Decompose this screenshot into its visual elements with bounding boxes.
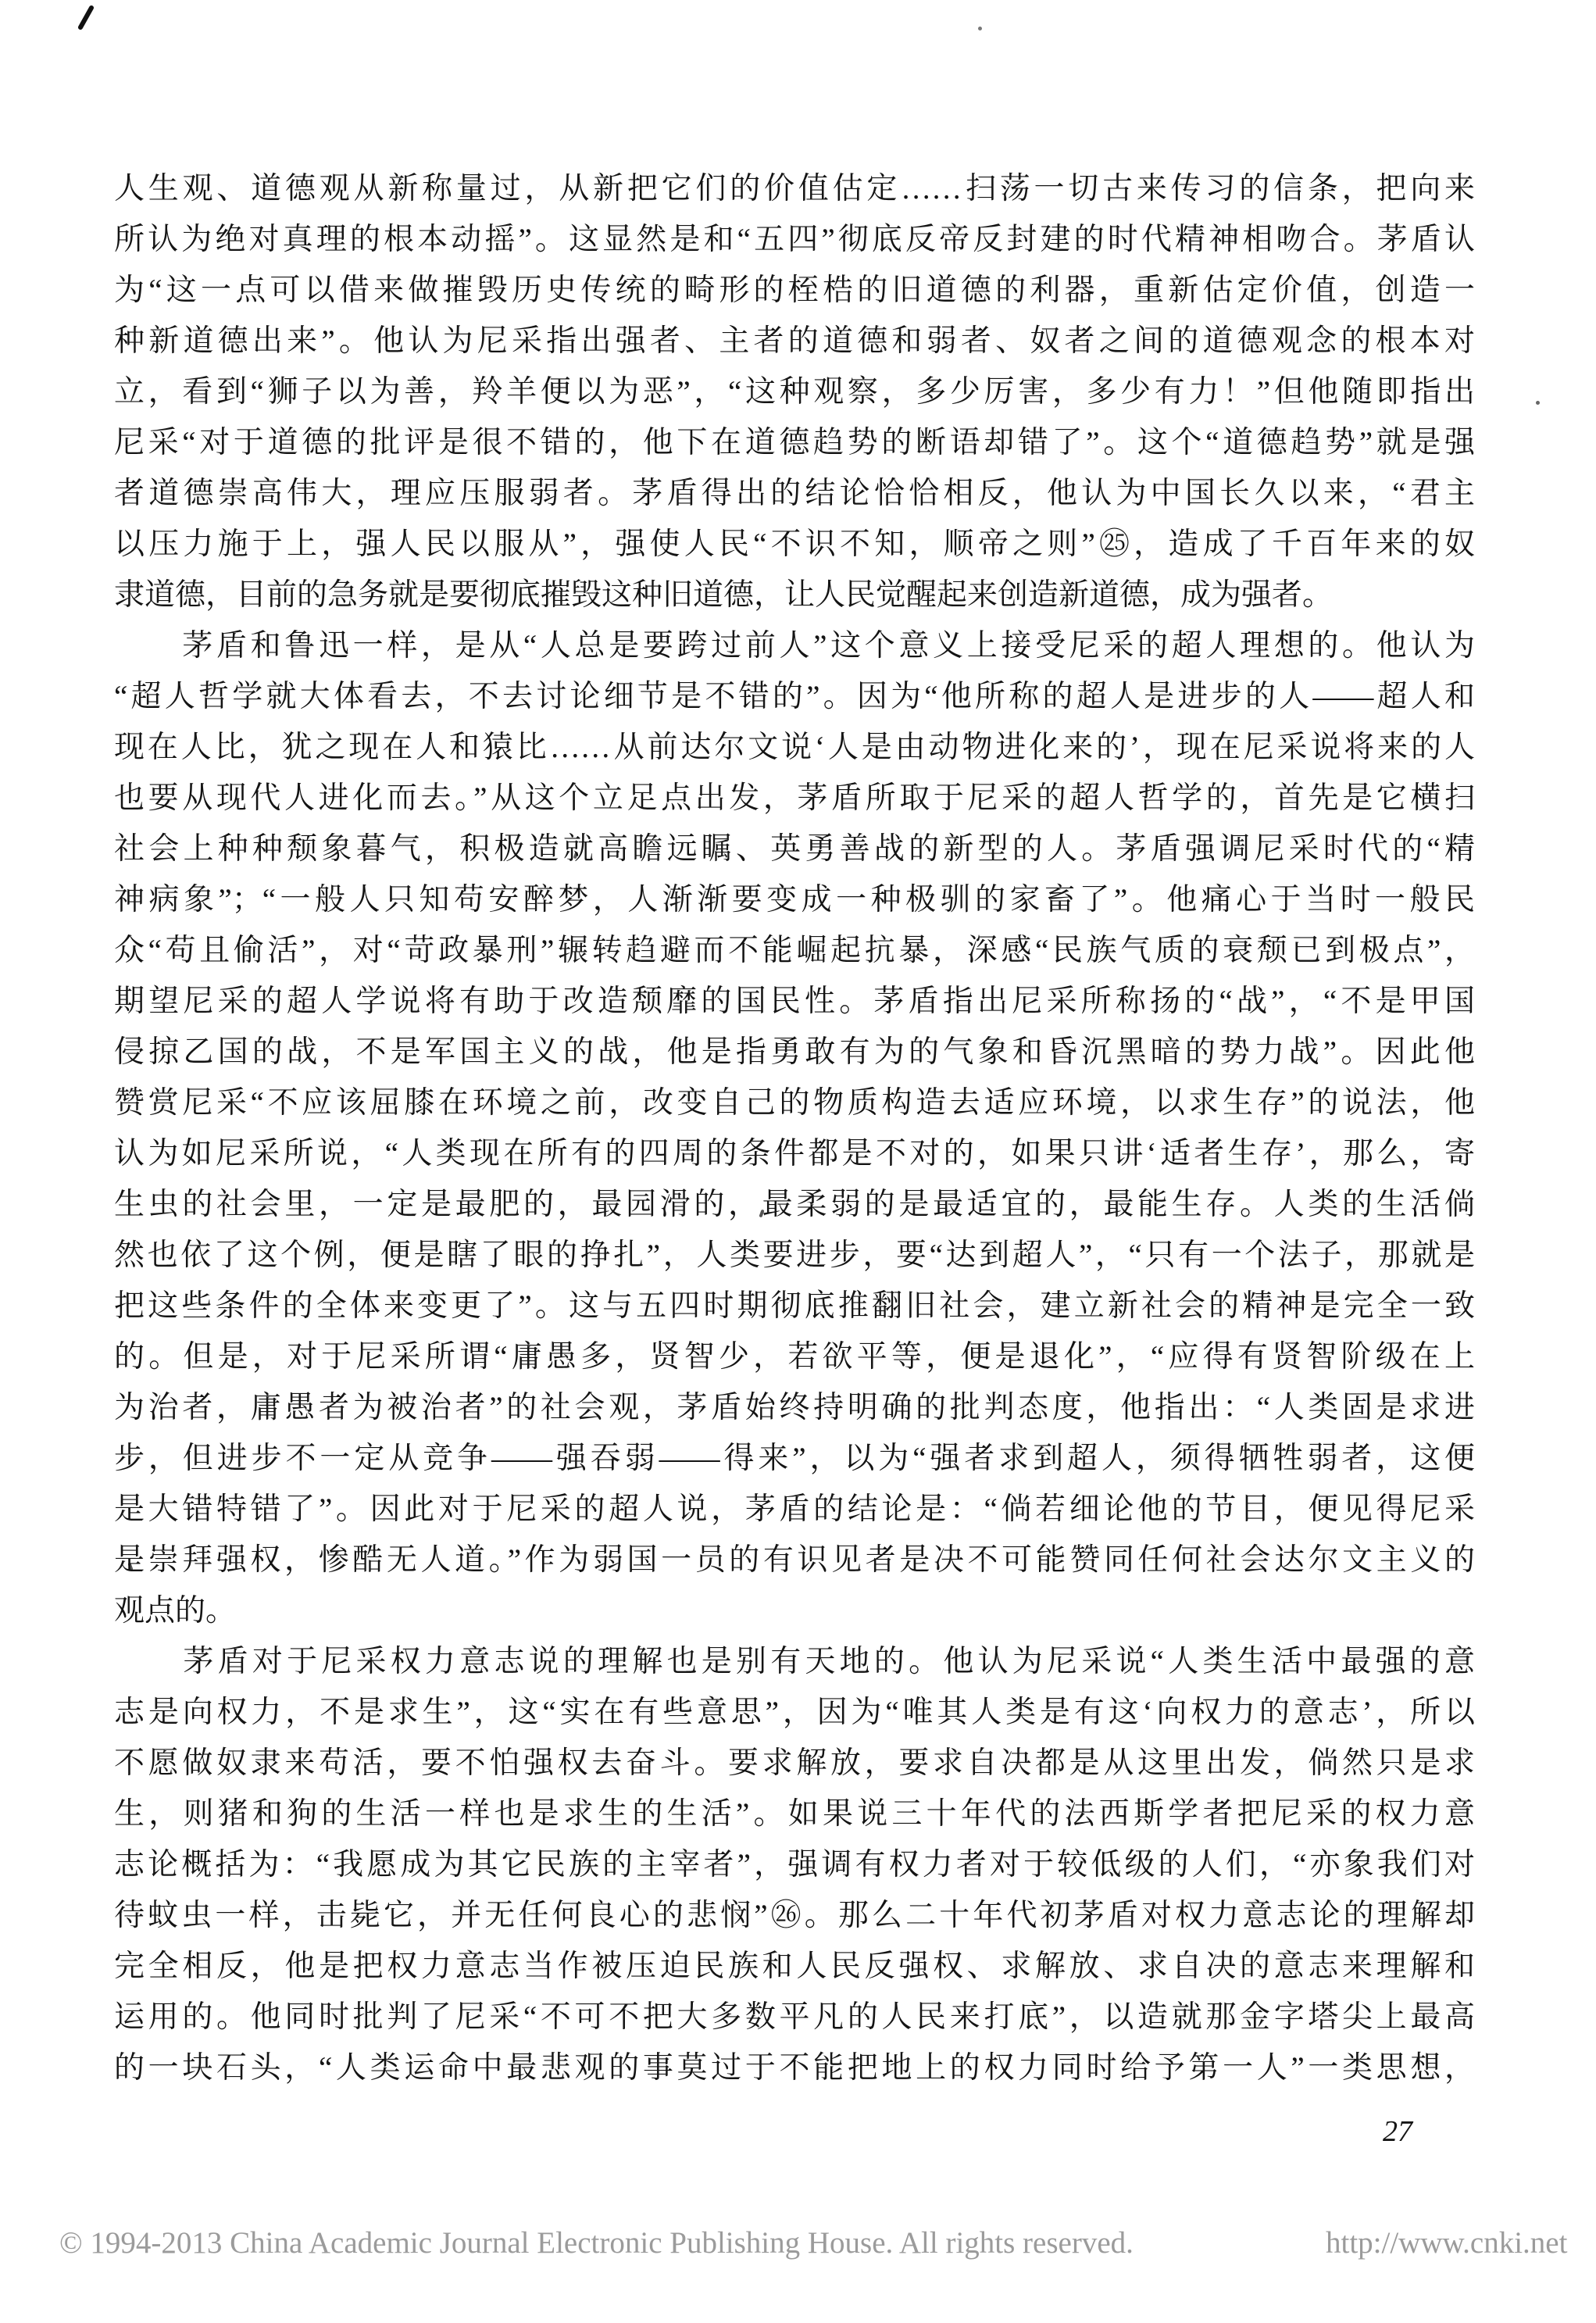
text-line: 茅盾和鲁迅一样，是从“人总是要跨过前人”这个意义上接受尼采的超人理想的。他认为: [114, 629, 1475, 663]
page-number: 27: [1383, 2115, 1412, 2148]
text-line: 期望尼采的超人学说将有助于改造颓靡的国民性。茅盾指出尼采所称扬的“战”，“不是甲国: [114, 985, 1475, 1018]
text-line: 观点的。: [114, 1594, 237, 1628]
text-line: 生，则猪和狗的生活一样也是求生的生活”。如果说三十年代的法西斯学者把尼采的权力意: [114, 1797, 1475, 1831]
document-body: [114, 163, 1475, 2093]
text-line: 然也依了这个例，便是瞎了眼的挣扎”，人类要进步，要“达到超人”，“只有一个法子，那就是: [114, 1238, 1475, 1272]
text-line: 种新道德出来”。他认为尼采指出强者、主者的道德和弱者、奴者之间的道德观念的根本对: [114, 324, 1475, 358]
text-line: 为治者，庸愚者为被治者”的社会观，茅盾始终持明确的批判态度，他指出：“人类固是求进: [114, 1391, 1475, 1424]
text-line: 茅盾对于尼采权力意志说的理解也是别有天地的。他认为尼采说“人类生活中最强的意: [114, 1645, 1475, 1678]
text-line: 运用的。他同时批判了尼采“不可不把大多数平凡的人民来打底”，以造就那金字塔尖上最高: [114, 2000, 1475, 2034]
text-line: 立，看到“狮子以为善，羚羊便以为恶”，“这种观察，多少厉害，多少有力！”但他随即指出: [114, 375, 1475, 409]
footer-copyright: © 1994-2013 China Academic Journal Electronic Publishing House. All rights reserved.: [59, 2226, 1134, 2260]
text-line: “超人哲学就大体看去，不去讨论细节是不错的”。因为“他所称的超人是进步的人——超人和: [114, 680, 1475, 713]
text-line: 者道德崇高伟大，理应压服弱者。茅盾得出的结论恰恰相反，他认为中国长久以来，“君主: [114, 477, 1475, 510]
text-line: 是大错特错了”。因此对于尼采的超人说，茅盾的结论是：“倘若细论他的节目，便见得尼采: [114, 1492, 1475, 1526]
text-line: 尼采“对于道德的批评是很不错的，他下在道德趋势的断语却错了”。这个“道德趋势”就是强: [114, 426, 1475, 459]
text-line: 现在人比，犹之现在人和猿比……从前达尔文说‘人是由动物进化来的’，现在尼采说将来的人: [114, 731, 1475, 764]
text-line: 志是向权力，不是求生”，这“实在有些意思”，因为“唯其人类是有这‘向权力的意志’，所以: [114, 1696, 1475, 1729]
text-line: 的一块石头，“人类运命中最悲观的事莫过于不能把地上的权力同时给予第一人”一类思想，: [114, 2051, 1475, 2085]
text-line: 待蚊虫一样，击毙它，并无任何良心的悲悯”㉖。那么二十年代初茅盾对权力意志论的理解却: [114, 1899, 1475, 1932]
text-line: 为“这一点可以借来做摧毁历史传统的畸形的桎梏的旧道德的利器，重新估定价值，创造一: [114, 273, 1475, 307]
footer-url: http://www.cnki.net: [1326, 2226, 1568, 2260]
text-line: 隶道德，目前的急务就是要彻底摧毁这种旧道德，让人民觉醒起来创造新道德，成为强者。: [114, 578, 1334, 612]
text-line: 社会上种种颓象暮气，积极造就高瞻远瞩、英勇善战的新型的人。茅盾强调尼采时代的“精: [114, 832, 1475, 866]
scan-artifact-dot: [1536, 401, 1540, 405]
text-line: 侵掠乙国的战，不是军国主义的战，他是指勇敢有为的气象和昏沉黑暗的势力战”。因此他: [114, 1035, 1475, 1069]
slash-mark-icon: [77, 5, 97, 30]
text-line: 志论概括为：“我愿成为其它民族的主宰者”，强调有权力者对于较低级的人们，“亦象我们对: [114, 1848, 1475, 1882]
text-line: 赞赏尼采“不应该屈膝在环境之前，改变自己的物质构造去适应环境，以求生存”的说法，他: [114, 1086, 1475, 1120]
text-line: 认为如尼采所说，“人类现在所有的四周的条件都是不对的，如果只讲‘适者生存’，那么，寄: [114, 1137, 1475, 1170]
text-line: 生虫的社会里，一定是最肥的，最园滑的，最柔弱的是最适宜的，最能生存。人类的生活倘: [114, 1188, 1475, 1221]
scan-artifact-slash: [77, 5, 97, 30]
text-line: 把这些条件的全体来变更了”。这与五四时期彻底推翻旧社会，建立新社会的精神是完全一致: [114, 1289, 1475, 1323]
text-line: 以压力施于上，强人民以服从”，强使人民“不识不知，顺帝之则”㉕，造成了千百年来的奴: [114, 527, 1475, 561]
text-line: 步，但进步不一定从竞争——强吞弱——得来”，以为“强者求到超人，须得牺牲弱者，这便: [114, 1442, 1475, 1475]
text-line: 人生观、道德观从新称量过，从新把它们的价值估定……扫荡一切古来传习的信条，把向来: [114, 172, 1475, 205]
scan-artifact-dot: [978, 27, 982, 30]
text-line: 也要从现代人进化而去。”从这个立足点出发，茅盾所取于尼采的超人哲学的，首先是它横扫: [114, 781, 1475, 815]
text-line: 所认为绝对真理的根本动摇”。这显然是和“五四”彻底反帝反封建的时代精神相吻合。茅盾认: [114, 223, 1475, 256]
text-line: 不愿做奴隶来苟活，要不怕强权去奋斗。要求解放，要求自决都是从这里出发，倘然只是求: [114, 1746, 1475, 1780]
text-line: 众“苟且偷活”，对“苛政暴刑”辗转趋避而不能崛起抗暴，深感“民族气质的衰颓已到极点”，: [114, 934, 1475, 967]
text-line: 完全相反，他是把权力意志当作被压迫民族和人民反强权、求解放、求自决的意志来理解和: [114, 1950, 1475, 1983]
text-line: 的。但是，对于尼采所谓“庸愚多，贤智少，若欲平等，便是退化”，“应得有贤智阶级在上: [114, 1340, 1475, 1374]
text-line: 神病象”；“一般人只知苟安醉梦，人渐渐要变成一种极驯的家畜了”。他痛心于当时一般民: [114, 883, 1475, 917]
text-line: 是崇拜强权，惨酷无人道。”作为弱国一员的有识见者是决不可能赞同任何社会达尔文主义的: [114, 1543, 1475, 1577]
